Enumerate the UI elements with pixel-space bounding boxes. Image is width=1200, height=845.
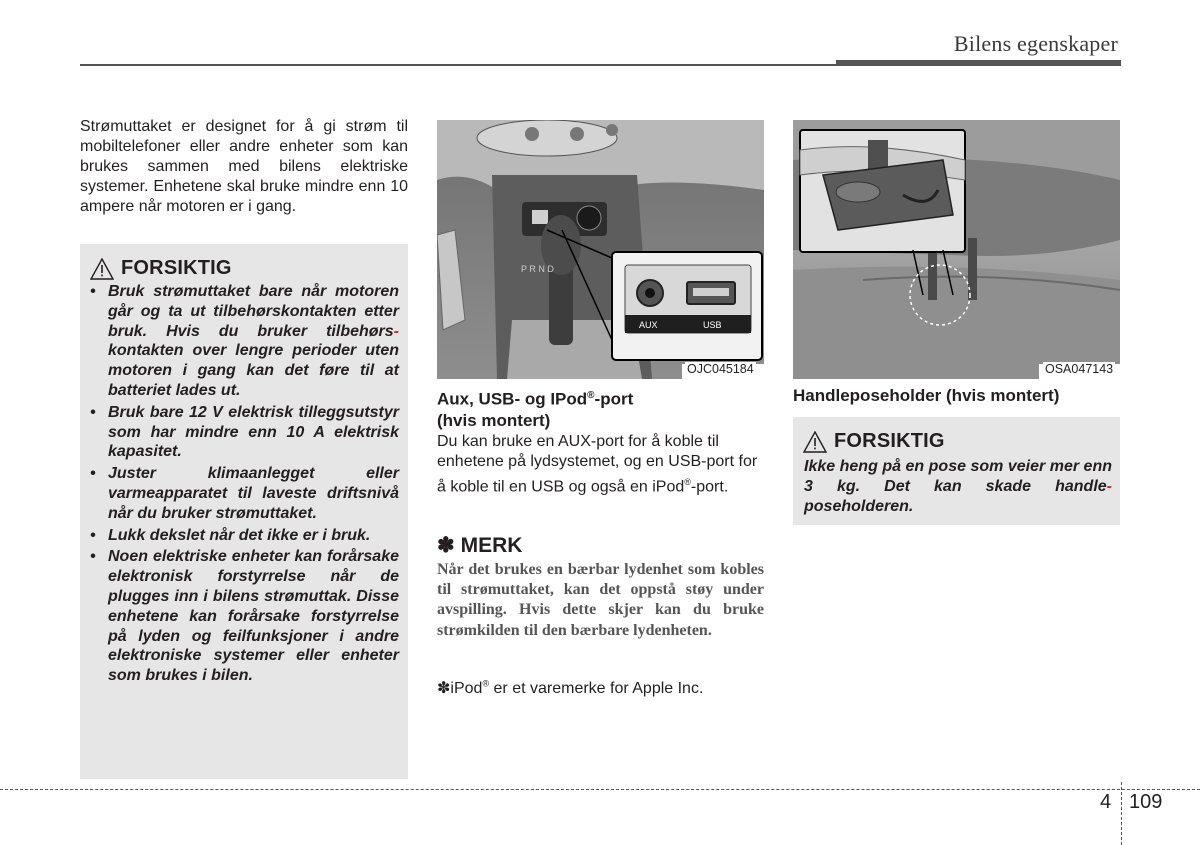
intro-paragraph: Strømuttaket er designet for å gi strøm til mobiltelefoner eller andre enheter som kan brukes sammen med bilens elektriske systemer. Enhetene skal bruke mindre enn 10 ampere når motoren er i gang. [80,118,408,215]
trademark-text: er et varemerke for Apple Inc. [489,680,704,697]
bullet: • [90,283,96,300]
aux-usb-description [437,432,764,497]
hyphen-mark: - [393,322,399,340]
header-rule-thick [836,60,1121,66]
gear-indicator: P R N D [521,264,554,274]
figure-code: OJC045184 [687,362,754,376]
usb-port-label: USB [703,320,722,330]
footer-rule [0,789,1200,790]
caution-item-text: Bruk bare 12 V elektrisk tilleggsutstyr som har mindre enn 10 A elektrisk kapasitet. [108,403,399,461]
headrest-illustration [793,120,1120,379]
caution-item-text: Lukk dekslet når det ikke er i bruk. [108,526,371,544]
caution-text [804,457,1112,516]
caution-item [90,464,399,523]
note-star-icon: ✽ [437,534,455,557]
bullet: • [90,403,96,421]
shopping-bag-holder-photo [793,120,1120,379]
note-heading [437,533,522,558]
header-rule [80,64,836,66]
aux-usb-port-photo [437,120,764,379]
caution-text-main: Ikke heng på en pose som veier mer enn 3 kg. Det kan skade handle [804,458,1112,495]
bullet: • [90,465,96,483]
registered-mark: ® [482,678,490,689]
caution-item-text-cont: kontakten over lengre perioder uten motoren i gang kan det føre til at batteriet lades ut. [108,342,399,399]
caution-title: FORSIKTIG [121,257,232,279]
hyphen-mark: - [1106,477,1112,495]
caution-heading [803,430,945,453]
chapter-number: 4 [1100,791,1112,813]
caution-item [90,282,399,401]
registered-mark: ® [587,390,595,401]
caution-item-text: Noen elektriske enheter kan forårsake elektronisk forstyrrelse når de plugges inn i bilens strømuttak. Disse enhetene kan forårsake forstyrrelse på lyden og feilfunksjoner i andre elektroniske systemer eller enheter som brukes i bilen. [108,548,399,685]
body-text-end: -port. [690,478,729,496]
trademark-note [437,678,703,698]
body-text: Du kan bruke en AUX-port for å koble til enhetene på lydsystemet, og en USB-port for å koble til en USB og også en iPod [437,433,758,496]
heading-subtitle: (hvis montert) [437,410,551,430]
warning-triangle-icon [90,258,114,280]
aux-usb-heading [437,385,764,431]
footer-divider [1121,782,1122,845]
trademark-product: iPod [450,680,483,697]
heading-text: Aux, USB- og IPod [437,389,588,409]
caution-list [90,282,399,688]
figure-code: OSA047143 [1045,362,1114,376]
caution-box-power-outlet [80,244,408,779]
registered-mark: ® [684,477,691,487]
caution-item-text: Bruk strømuttaket bare når motoren går og ta ut tilbehørskontakten etter bruk. Hvis du bruker tilbehørs [108,283,399,340]
aux-port-label: AUX [639,320,658,330]
caution-item [90,526,399,546]
caution-item [90,547,399,686]
caution-title: FORSIKTIG [834,430,945,452]
bullet: • [90,548,96,566]
warning-triangle-icon [803,431,827,453]
caution-item-text: Juster klimaanlegget eller varmeapparatet til laveste driftsnivå når du bruker strømuttaket. [108,465,399,522]
caution-item [90,403,399,462]
caution-text-end: poseholderen. [804,497,914,515]
section-title: Bilens egenskaper [953,31,1118,56]
bullet: • [90,526,96,544]
caution-box-bag-holder [793,417,1120,525]
heading-text-end: -port [594,389,634,409]
note-body: Når det brukes en bærbar lydenhet som kobles til strømuttaket, kan det oppstå støy under avspilling. Hvis dette skjer kan du bruke strømkilden til den bærbare lydenheten. [437,561,764,639]
caution-heading [90,257,232,280]
shopping-bag-holder-heading: Handleposeholder (hvis montert) [793,386,1060,405]
note-title: MERK [460,533,523,557]
center-console-illustration [437,120,764,379]
trademark-star-icon: ✽ [437,680,451,697]
page-number: 109 [1129,791,1163,813]
